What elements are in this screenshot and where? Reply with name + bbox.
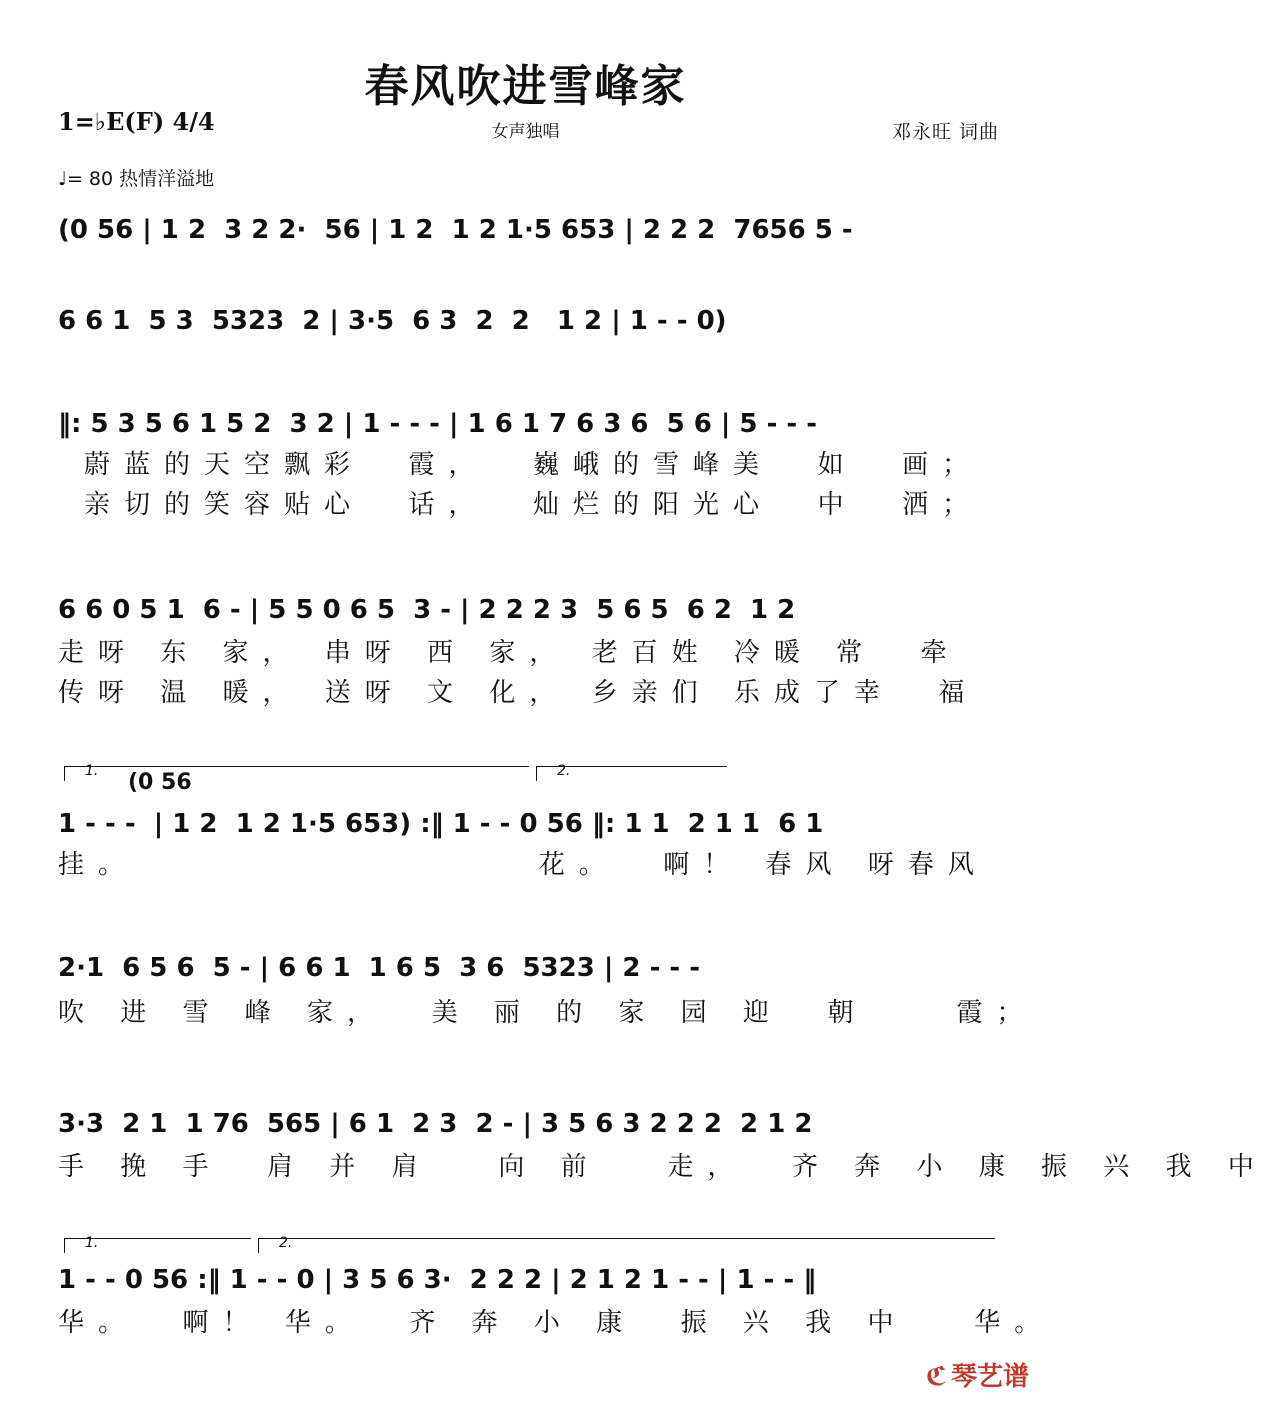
lyric-row-3-verse-2: 亲切的笑容贴心 话， 灿烂的阳光心 中 洒； [84,490,983,520]
notation-row-4: 6 6 0 5 1 6 - | 5 5 0 6 5 3 - | 2 2 2 3 5 6 5 6 2 1 2 [58,595,796,625]
second-ending-bracket-2: 2. [258,1238,995,1253]
author-credit: 邓永旺 词曲 [891,121,999,143]
key-signature: 1=♭E(F) 4/4 [58,107,215,136]
notation-row-6: 2·1 6 5 6 5 - | 6 6 1 1 6 5 3 6 5323 | 2 - - - [58,953,701,983]
notation-row-1: (0 56 | 1 2 3 2 2· 56 | 1 2 1 2 1·5 653 | 2 2 2 7656 5 - [58,215,853,245]
lyric-row-5: 挂。 花。 啊！ 春风 呀春风 [58,850,988,880]
notation-row-8: 1 - - 0 56 :‖ 1 - - 0 | 3 5 6 3· 2 2 2 | 2 1 2 1 - - | 1 - - ‖ [58,1265,817,1295]
notation-row-2: 6 6 1 5 3 5323 2 | 3·5 6 3 2 2 1 2 | 1 - - 0) [58,306,727,336]
notation-row-7: 3·3 2 1 1 76 565 | 6 1 2 3 2 - | 3 5 6 3 2 2 2 2 1 2 [58,1109,813,1139]
first-ending-bracket: 1. [64,766,529,781]
lyric-row-3-verse-1: 蔚蓝的天空飘彩 霞， 巍峨的雪峰美 如 画； [84,450,983,480]
lyric-row-8: 华。 啊！ 华。 齐 奔 小 康 振 兴 我 中 华。 [58,1308,1055,1338]
first-ending-bracket-2: 1. [64,1238,251,1253]
notation-row-3: ‖: 5 3 5 6 1 5 2 3 2 | 1 - - - | 1 6 1 7 6 3 6 5 6 | 5 - - - [58,409,818,439]
lyric-row-6: 吹 进 雪 峰 家， 美 丽 的 家 园 迎 朝 霞； [58,998,1037,1028]
lyric-row-4-verse-2: 传呀 温 暖， 送呀 文 化， 乡亲们 乐成了幸 福 [58,678,979,708]
song-title: 春风吹进雪峰家 [364,61,687,112]
logo-icon: ℭ [925,1362,947,1392]
tempo-marking: ♩= 80 热情洋溢地 [58,168,215,190]
lyric-row-4-verse-1: 走呀 东 家， 串呀 西 家， 老百姓 冷暖 常 牵 [58,638,961,668]
second-ending-bracket: 2. [536,766,727,781]
notation-row-5: 1 - - - | 1 2 1 2 1·5 653) :‖ 1 - - 0 56 ‖: 1 1 2 1 1 6 1 [58,809,824,839]
site-logo: ℭ 琴艺谱 [925,1362,1029,1392]
performance-type: 女声独唱 [491,122,560,142]
pickup-notes: (0 56 [128,770,192,795]
lyric-row-7: 手 挽 手 肩 并 肩 向 前 走， 齐 奔 小 康 振 兴 我 中 [58,1152,1268,1182]
